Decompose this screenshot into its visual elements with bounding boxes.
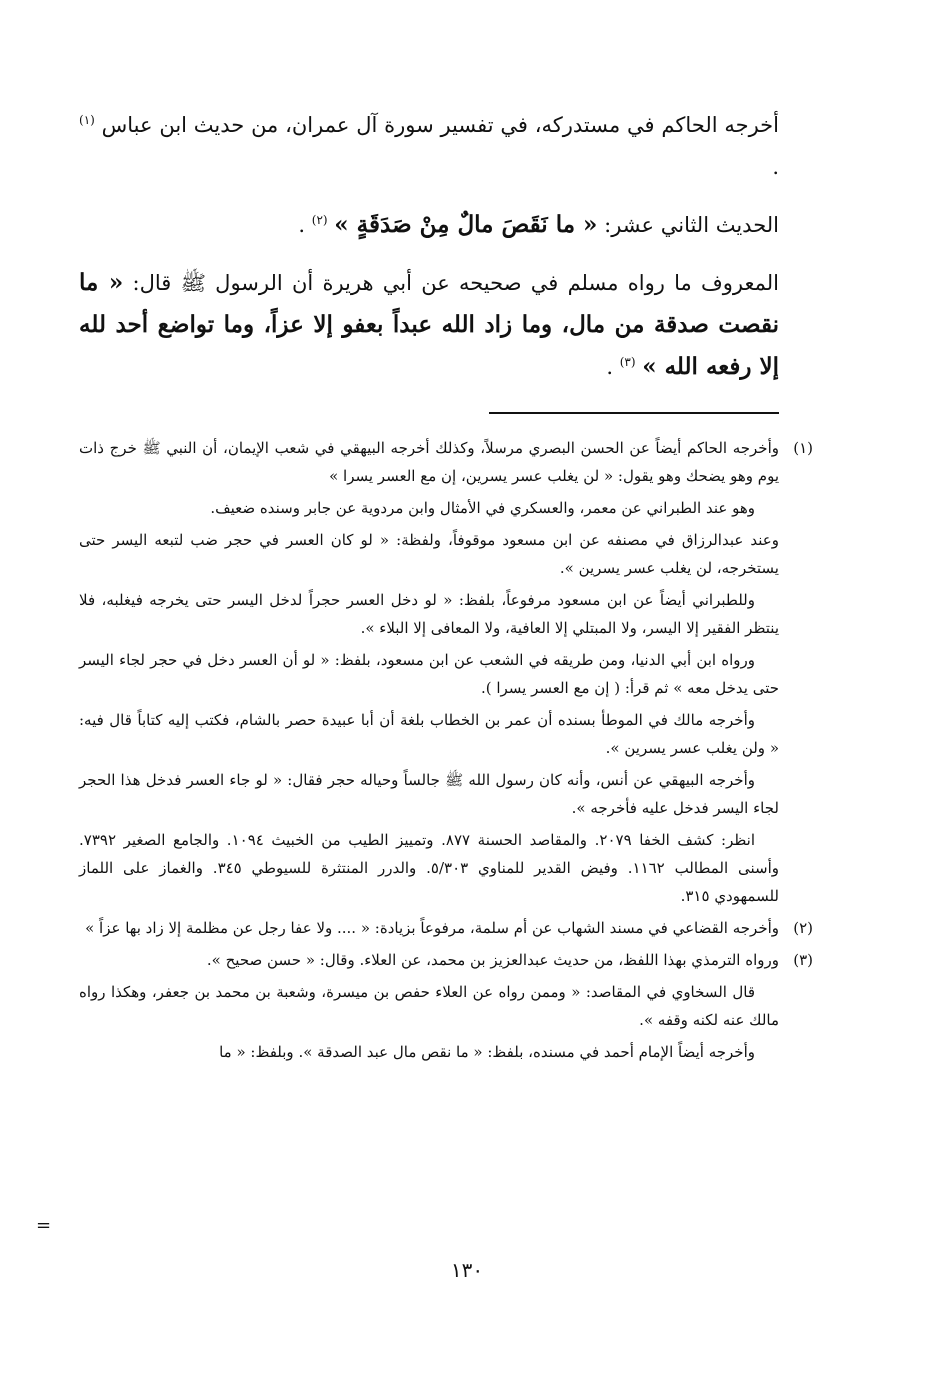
paragraph-3-text: المعروف ما رواه مسلم في صحيحه عن أبي هريرة أن الرسول ﷺ قال: (132, 271, 779, 295)
footnote-3-paragraph: وأخرجه أيضاً الإمام أحمد في مسنده، بلفظ: « ما نقص مال عبد الصدقة ». وبلفظ: « ما (219, 1043, 755, 1061)
paragraph-3 (79, 262, 779, 388)
footnote-1-paragraph: وللطبراني أيضاً عن ابن مسعود مرفوعاً، بلفظ: « لو دخل العسر حجراً لدخل اليسر حتى يخرجه فيغلبه، فلا ينتظر الفقير إلا اليسر، ولا المبتلي إلا العافية، ولا المعافى إلا البلاء ». (79, 591, 779, 637)
hadith-12-quote: « ما نَقَصَ مالٌ مِنْ صَدَقَةٍ » (334, 211, 598, 238)
footnote-separator (489, 412, 779, 414)
footnote-1-paragraph: وأخرجه مالك في الموطأ بسنده أن عمر بن الخطاب بلغة أن أبا عبيدة حصر بالشام، فكتب إليه كتاباً قال فيه: « ولن يغلب عسر يسرين ». (79, 711, 779, 757)
footnote-3-text: ورواه الترمذي بهذا اللفظ، من حديث عبدالعزيز بن محمد، عن العلاء. وقال: « حسن صحيح ». (206, 951, 779, 969)
footnote-3-paragraph: قال السخاوي في المقاصد: « وممن رواه عن العلاء حفص بن ميسرة، وشعبة بن محمد بن جعفر، وهكذا رواه مالك عنه لكنه وقفه ». (79, 983, 779, 1029)
paragraph-1 (79, 104, 779, 188)
footnote-1-paragraph: وعند عبدالرزاق في مصنفه عن ابن مسعود موقوفاً، ولفظة: « لو كان العسر في حجر ضب لتبعه اليسر حتى يستخرجه، لن يغلب عسر يسرين ». (79, 531, 779, 577)
footnote-2-number: (٢) (793, 919, 813, 937)
footnote-3-number: (٣) (793, 951, 813, 969)
main-text (79, 104, 779, 388)
footnote-ref-3[interactable]: (٣) (619, 355, 636, 369)
footnote-1-text: وأخرجه الحاكم أيضاً عن الحسن البصري مرسلاً، وكذلك أخرجه البيهقي في شعب الإيمان، أن النبي ﷺ خرج ذات يوم وهو يضحك وهو يقول: « لن يغلب عسر يسرين، إن مع العسر يسرا » (79, 439, 779, 485)
footnote-1-paragraph: وهو عند الطبراني عن معمر، والعسكري في الأمثال وابن مردوية عن جابر وسنده ضعيف. (210, 499, 755, 517)
footnote-3 (79, 946, 813, 974)
hadith-12-heading: الحديث الثاني عشر: (604, 213, 779, 237)
footnote-1-references: انظر: كشف الخفا ٢٠٧٩. والمقاصد الحسنة ٨٧٧. وتمييز الطيب من الخبيث ١٠٩٤. والجامع الصغير ٧٣٩٢. وأسنى المطالب ١١٦٢. وفيض القدير للمناوي ٥/٣٠٣. والدرر المنتثرة للسيوطي ٣٤٥. والغماز على اللماز للسمهودي ٣١٥. (79, 831, 779, 905)
footnote-ref-1[interactable]: (١) (79, 113, 95, 127)
paragraph-3-end: . (606, 355, 614, 379)
paragraph-2 (79, 204, 779, 246)
footnote-1 (79, 434, 813, 490)
footnotes (79, 434, 813, 1070)
hadith-quote: « ما نقصت صدقة من مال، وما زاد الله عبداً بعفو إلا عزاً، وما تواضع أحد لله إلا رفعه الله » (79, 269, 779, 380)
continuation-mark: = (36, 1215, 52, 1236)
footnote-2-text: وأخرجه القضاعي في مسند الشهاب عن أم سلمة، مرفوعاً بزيادة: « .... ولا عفا رجل عن مظلمة إلا زاد بها عزاً » (85, 919, 779, 937)
footnote-ref-2[interactable]: (٢) (311, 213, 328, 227)
footnote-1-paragraph: ورواه ابن أبي الدنيا، ومن طريقه في الشعب عن ابن مسعود، بلفظ: « لو أن العسر دخل في حجر لجاء اليسر حتى يدخل معه » ثم قرأ: ( إن مع العسر يسرا ). (79, 651, 779, 697)
paragraph-1-end: . (772, 155, 779, 179)
paragraph-2-end: . (298, 213, 306, 237)
footnote-1-paragraph: وأخرجه البيهقي عن أنس، وأنه كان رسول الله ﷺ جالساً وحياله حجر فقال: « لو جاء العسر فدخل هذا الحجر لجاء اليسر فدخل عليه فأخرجه ». (79, 771, 779, 817)
footnote-1-number: (١) (793, 439, 813, 457)
paragraph-1-text: أخرجه الحاكم في مستدركه، في تفسير سورة آل عمران، من حديث ابن عباس (101, 113, 779, 137)
footnote-2 (79, 914, 813, 942)
page-number: ١٣٠ (450, 1258, 484, 1282)
